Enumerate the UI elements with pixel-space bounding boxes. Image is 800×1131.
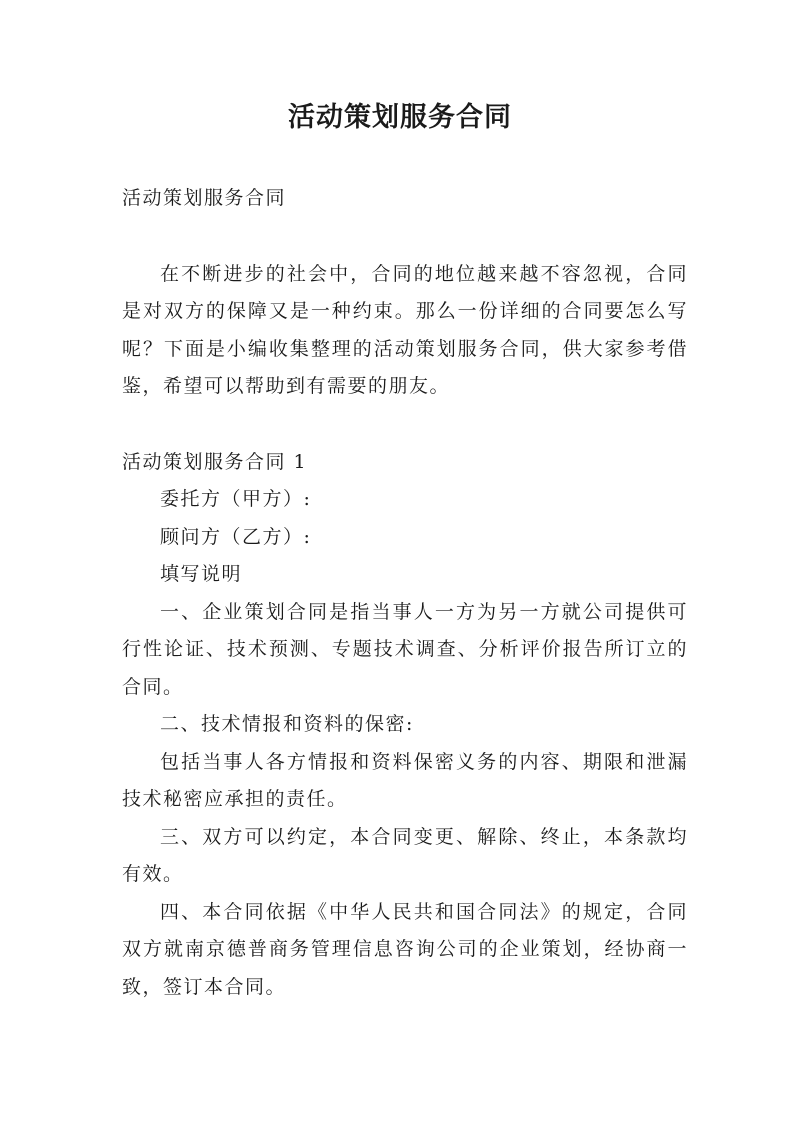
clause-3: 三、双方可以约定，本合同变更、解除、终止，本条款均有效。 — [122, 825, 688, 885]
intro-paragraph: 在不断进步的社会中，合同的地位越来越不容忽视，合同是对双方的保障又是一种约束。那么一份详细的合同要怎么写呢？下面是小编收集整理的活动策划服务合同，供大家参考借鉴，希望可以帮助到有需要的朋友。 — [122, 262, 688, 397]
party-a-line: 委托方（甲方）: — [160, 488, 312, 510]
clause-2-heading: 二、技术情报和资料的保密: — [160, 713, 414, 735]
section-heading: 活动策划服务合同 1 — [122, 450, 308, 473]
document-body — [122, 180, 688, 1006]
document-title: 活动策划服务合同 — [288, 102, 512, 133]
clause-1: 一、企业策划合同是指当事人一方为另一方就公司提供可行性论证、技术预测、专题技术调查、分析评价报告所订立的合同。 — [122, 600, 688, 698]
instructions-heading: 填写说明 — [160, 563, 243, 585]
clause-2-body: 包括当事人各方情报和资料保密义务的内容、期限和泄漏技术秘密应承担的责任。 — [122, 750, 688, 810]
document-subtitle: 活动策划服务合同 — [122, 187, 287, 209]
clause-4: 四、本合同依据《中华人民共和国合同法》的规定，合同双方就南京德普商务管理信息咨询公司的企业策划，经协商一致，签订本合同。 — [122, 900, 688, 998]
party-b-line: 顾问方（乙方）: — [160, 525, 312, 548]
